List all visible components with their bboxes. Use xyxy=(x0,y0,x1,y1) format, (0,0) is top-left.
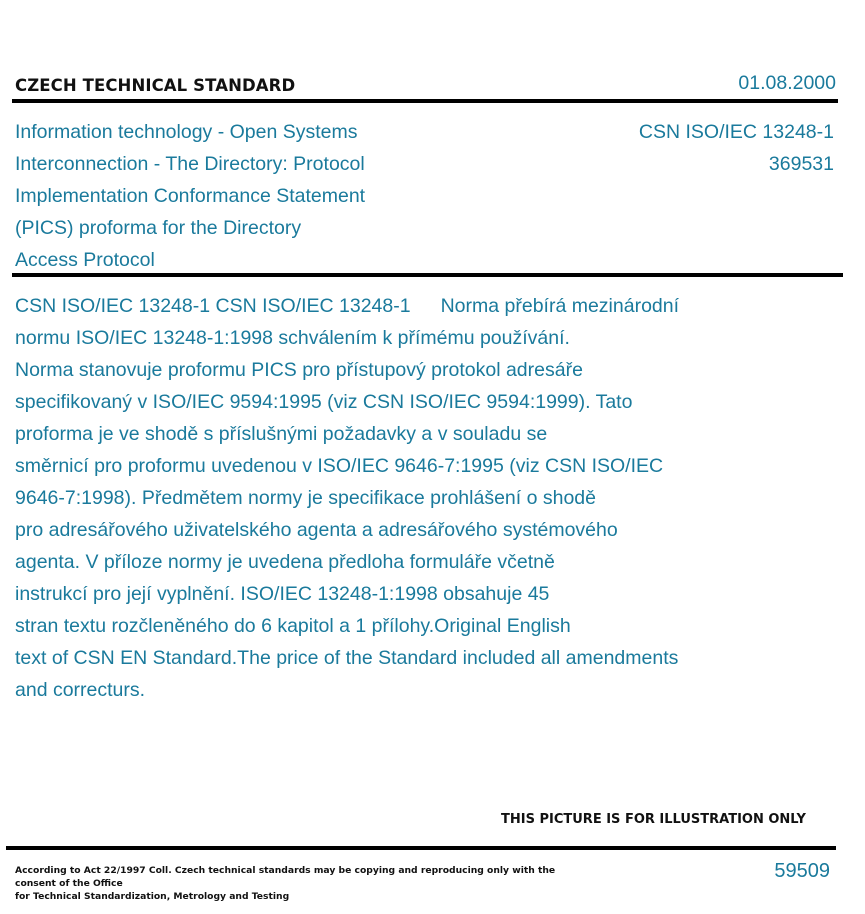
legal-line: According to Act 22/1997 Coll. Czech technical standards may be copying and reproducing only with the consent of the Office xyxy=(15,865,556,889)
title-line: Information technology - Open Systems xyxy=(15,121,358,143)
document-number: 59509 xyxy=(774,860,830,882)
catalog-number: 369531 xyxy=(768,153,834,175)
description-line: Norma stanovuje proformu PICS pro přístupový protokol adresáře xyxy=(15,359,583,381)
footer-divider xyxy=(6,846,836,850)
title-divider xyxy=(12,273,843,277)
description-line: specifikovaný v ISO/IEC 9594:1995 (viz CSN ISO/IEC 9594:1999). Tato xyxy=(15,391,633,413)
description-intro: Norma přebírá mezinárodní xyxy=(440,295,680,317)
description-line: pro adresářového uživatelského agenta a adresářového systémového xyxy=(15,519,618,541)
description-line: instrukcí pro její vyplnění. ISO/IEC 13248-1:1998 obsahuje 45 xyxy=(15,583,550,605)
description-line: agenta. V příloze normy je uvedena předloha formuláře včetně xyxy=(15,551,555,573)
description-line: 9646-7:1998). Předmětem normy je specifikace prohlášení o shodě xyxy=(15,487,596,509)
description-line: text of CSN EN Standard.The price of the Standard included all amendments xyxy=(15,647,679,669)
description-line xyxy=(15,290,775,322)
title-line: (PICS) proforma for the Directory xyxy=(15,217,302,239)
header-divider xyxy=(12,99,838,103)
publication-date: 01.08.2000 xyxy=(738,72,836,94)
standard-title xyxy=(15,116,365,276)
title-line: Access Protocol xyxy=(15,249,155,271)
illustration-note: THIS PICTURE IS FOR ILLUSTRATION ONLY xyxy=(501,812,806,827)
title-line: Implementation Conformance Statement xyxy=(15,185,366,207)
description xyxy=(15,290,775,706)
description-line: and correcturs. xyxy=(15,679,146,701)
title-line: Interconnection - The Directory: Protocol xyxy=(15,153,365,175)
standard-codes xyxy=(639,116,834,180)
description-line: normu ISO/IEC 13248-1:1998 schválením k přímému používání. xyxy=(15,327,570,349)
legal-line: for Technical Standardization, Metrology and Testing xyxy=(15,891,290,902)
standard-reference: CSN ISO/IEC 13248-1 CSN ISO/IEC 13248-1 xyxy=(15,295,411,317)
document-label: CZECH TECHNICAL STANDARD xyxy=(15,76,296,95)
description-line: stran textu rozčleněného do 6 kapitol a 1 přílohy.Original English xyxy=(15,615,571,637)
standard-code: CSN ISO/IEC 13248-1 xyxy=(638,121,834,143)
description-line: směrnicí pro proformu uvedenou v ISO/IEC 9646-7:1995 (viz CSN ISO/IEC xyxy=(15,455,664,477)
legal-notice xyxy=(15,864,585,903)
description-line: proforma je ve shodě s příslušnými požadavky a v souladu se xyxy=(15,423,548,445)
